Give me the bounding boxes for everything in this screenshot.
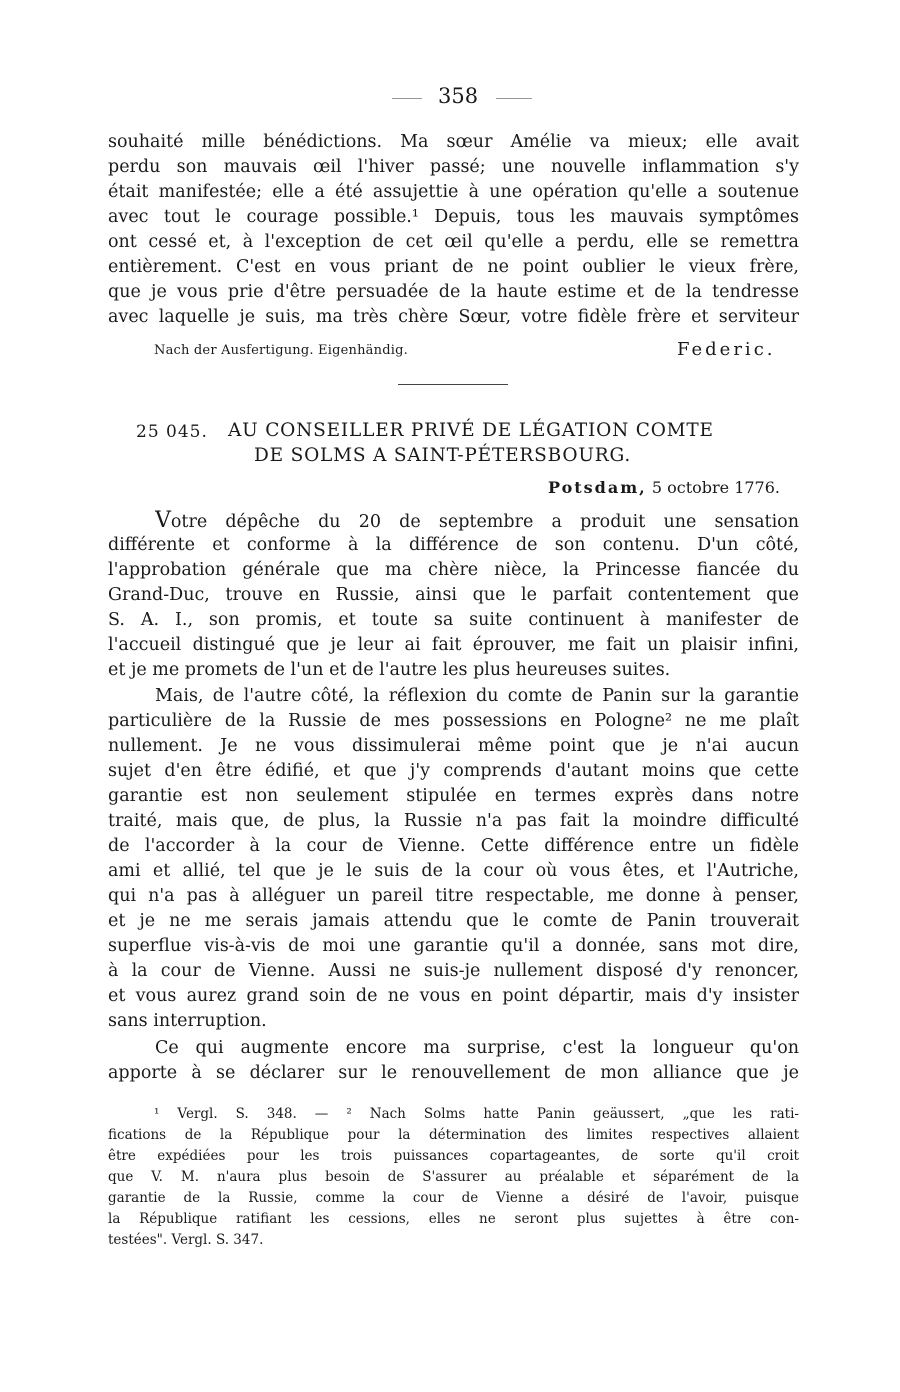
dateline-place: Potsdam, <box>548 478 647 497</box>
text-line <box>155 508 799 533</box>
footnote-line: la République ratifiant les cessions, elles ne seront plus sujettes à être con- <box>108 1211 799 1227</box>
text-line: et vous aurez grand soin de ne vous en point départir, mais d'y insister <box>108 986 799 1006</box>
text-line: ami et allié, tel que je le suis de la cour où vous êtes, et l'Autriche, <box>108 861 799 881</box>
text-line: perdu son mauvais œil l'hiver passé; une nouvelle inflammation s'y <box>108 157 799 177</box>
text-line: et je ne me serais jamais attendu que le comte de Panin trouverait <box>108 911 799 931</box>
text-line: l'accueil distingué que je leur ai fait éprouver, me fait un plaisir infini, <box>108 635 799 655</box>
section-divider <box>398 384 508 385</box>
header-rule-right <box>496 98 532 99</box>
text-line: garantie est non seulement stipulée en termes exprès dans notre <box>108 786 799 806</box>
text-line: que je vous prie d'être persuadée de la haute estime et de la tendresse <box>108 282 799 302</box>
letter-title-line-1: AU CONSEILLER PRIVÉ DE LÉGATION COMTE <box>228 420 714 441</box>
initial-letter: V <box>155 508 171 533</box>
dateline-date: 5 octobre 1776. <box>651 478 780 497</box>
letter-heading-continued <box>0 445 900 471</box>
text-line: entièrement. C'est en vous priant de ne point oublier le vieux frère, <box>108 257 799 277</box>
text-line: à la cour de Vienne. Aussi ne suis-je nullement disposé d'y renoncer, <box>108 961 799 981</box>
text-line: Ce qui augmente encore ma surprise, c'est la longueur qu'on <box>155 1038 799 1058</box>
text-line: superflue vis-à-vis de moi une garantie qu'il a donnée, sans mot dire, <box>108 936 799 956</box>
letter-heading <box>0 420 900 446</box>
text-line: de l'accorder à la cour de Vienne. Cette différence entre un fidèle <box>108 836 799 856</box>
footnote-line: garantie de la Russie, comme la cour de Vienne a désiré de l'avoir, puisque <box>108 1190 799 1206</box>
footnote-line: ¹ Vergl. S. 348. — ² Nach Solms hatte Panin geäussert, „que les rati- <box>154 1106 799 1122</box>
text-line: souhaité mille bénédictions. Ma sœur Amélie va mieux; elle avait <box>108 132 799 152</box>
text-line: traité, mais que, de plus, la Russie n'a pas fait la moindre difficulté <box>108 811 799 831</box>
text-line: Mais, de l'autre côté, la réflexion du comte de Panin sur la garantie <box>155 686 799 706</box>
text-line: sujet d'en être édifié, et que j'y comprends d'autant moins que cette <box>108 761 799 781</box>
text-line: apporte à se déclarer sur le renouvellement de mon alliance que je <box>108 1063 799 1083</box>
dateline <box>0 478 780 502</box>
source-note: Nach der Ausfertigung. Eigenhändig. <box>154 343 408 358</box>
text-line: nullement. Je ne vous dissimulerai même point que je n'ai aucun <box>108 736 799 756</box>
footnote-line: fications de la République pour la détermination des limites respectives allaient <box>108 1127 799 1143</box>
page-number: 358 <box>438 84 479 108</box>
text-line: sans interruption. <box>108 1011 267 1031</box>
text-line: l'approbation générale que ma chère nièce, la Princesse fiancée du <box>108 560 799 580</box>
text-line: Grand-Duc, trouve en Russie, ainsi que le parfait contentement que <box>108 585 799 605</box>
text-line: était manifestée; elle a été assujettie à une opération qu'elle a soutenue <box>108 182 799 202</box>
letter-number: 25 045. <box>136 422 208 442</box>
text-line: qui n'a pas à alléguer un pareil titre respectable, me donne à penser, <box>108 886 799 906</box>
text-line: S. A. I., son promis, et toute sa suite continuent à manifester de <box>108 610 799 630</box>
text-line: avec laquelle je suis, ma très chère Sœur, votre fidèle frère et serviteur <box>108 307 799 327</box>
running-header <box>0 84 900 114</box>
text-line: ont cessé et, à l'exception de cet œil qu'elle a perdu, elle se remettra <box>108 232 799 252</box>
text-line: avec tout le courage possible.¹ Depuis, tous les mauvais symptômes <box>108 207 799 227</box>
closing-block <box>0 339 900 365</box>
footnote-line: être expédiées pour les trois puissances copartageantes, de sorte qu'il croit <box>108 1148 799 1164</box>
text-line: et je me promets de l'un et de l'autre les plus heureuses suites. <box>108 660 671 680</box>
signature: Federic. <box>677 339 776 360</box>
text-line: particulière de la Russie de mes possessions en Pologne² ne me plaît <box>108 711 799 731</box>
text-line: différente et conforme à la différence de son contenu. D'un côté, <box>108 535 799 555</box>
header-rule-left <box>392 98 422 99</box>
footnote-line: que V. M. n'aura plus besoin de S'assurer au préalable et séparément de la <box>108 1169 799 1185</box>
footnote-line: testées". Vergl. S. 347. <box>108 1232 264 1248</box>
text-line-rest: otre dépêche du 20 de septembre a produit une sensation <box>170 512 799 532</box>
letter-title-line-2: DE SOLMS A SAINT-PÉTERSBOURG. <box>254 445 632 466</box>
